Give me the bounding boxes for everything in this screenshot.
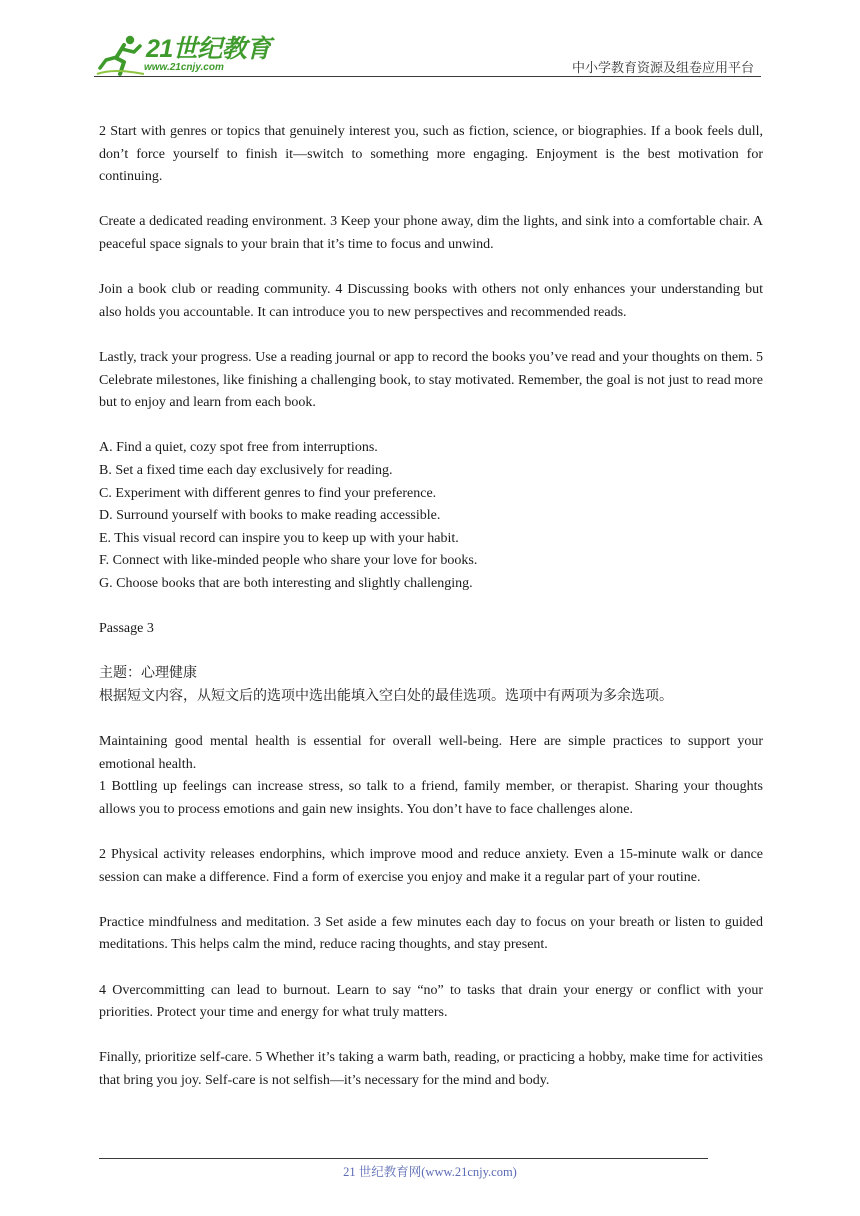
passage3-paragraph: Finally, prioritize self-care. 5 Whether it’s taking a warm bath, reading, or practicing a hobby, make time for activities that bring you joy. Self-care is not selfish—it’s necessary for the mind and body.: [99, 1050, 763, 1088]
passage3-intro: Maintaining good mental health is essential for overall well-being. Here are simple practices to support your emotional health.: [99, 734, 763, 772]
passage2-paragraph: 2 Start with genres or topics that genuinely interest you, such as fiction, science, or biographies. If a book feels dull, don’t force yourself to finish it—switch to something more engaging. Enjoyment is the best motivation for continuing.: [99, 124, 763, 185]
option-d: D. Surround yourself with books to make reading accessible.: [99, 508, 441, 524]
passage2-paragraph: Lastly, track your progress. Use a reading journal or app to record the books you’ve read and your thoughts on them. 5 Celebrate milestones, like finishing a challenging book, to stay motivated. Remember, the goal is not just to read more but to enjoy and learn from each book.: [99, 349, 763, 411]
passage2-options: [99, 437, 763, 595]
option-e: E. This visual record can inspire you to keep up with your habit.: [99, 530, 459, 546]
header-divider: [94, 76, 761, 77]
passage3-topic: 主题：心理健康: [99, 666, 197, 682]
footer-divider: [99, 1158, 708, 1159]
page-header: [0, 0, 860, 80]
option-a: A. Find a quiet, cozy spot free from interruptions.: [99, 440, 378, 456]
passage3-heading: Passage 3: [99, 621, 154, 637]
logo-url: www.21cnjy.com: [144, 62, 224, 73]
passage2-paragraph: Create a dedicated reading environment. 3 Keep your phone away, dim the lights, and sink into a comfortable chair. A peaceful space signals to your brain that it’s time to focus and unwind.: [99, 214, 763, 252]
running-figure-icon: [94, 34, 146, 78]
site-logo[interactable]: [94, 34, 271, 78]
option-f: F. Connect with like-minded people who share your love for books.: [99, 553, 478, 569]
passage3-paragraph: 4 Overcommitting can lead to burnout. Learn to say “no” to tasks that drain your energy or conflict with your priorities. Protect your time and energy for what truly matters.: [99, 982, 763, 1021]
footer-text[interactable]: 21 世纪教育网(www.21cnjy.com): [343, 1165, 517, 1179]
document-body: [99, 121, 763, 1115]
passage3-paragraph: Practice mindfulness and meditation. 3 Set aside a few minutes each day to focus on your breath or listen to guided meditations. This helps calm the mind, reduce racing thoughts, and stay present.: [99, 914, 763, 953]
option-c: C. Experiment with different genres to find your preference.: [99, 485, 437, 501]
logo-text: 21世纪教育: [146, 35, 271, 63]
option-b: B. Set a fixed time each day exclusively for reading.: [99, 462, 393, 478]
passage2-paragraph: Join a book club or reading community. 4 Discussing books with others not only enhances your understanding but also holds you accountable. It can introduce you to new perspectives and recommended reads.: [99, 282, 763, 320]
passage3-instruction: 根据短文内容，从短文后的选项中选出能填入空白处的最佳选项。选项中有两项为多余选项。: [99, 688, 673, 704]
platform-tagline: 中小学教育资源及组卷应用平台: [571, 60, 754, 75]
passage3-paragraph: 1 Bottling up feelings can increase stress, so talk to a friend, family member, or therapist. Sharing your thoughts allows you to process emotions and gain new insights. You don’t have to face challenges alone.: [99, 779, 763, 817]
option-g: G. Choose books that are both interesting and slightly challenging.: [99, 575, 473, 591]
passage3-paragraph: 2 Physical activity releases endorphins, which improve mood and reduce anxiety. Even a 15-minute walk or dance session can make a difference. Find a form of exercise you enjoy and make it a regular part of your routine.: [99, 847, 763, 885]
